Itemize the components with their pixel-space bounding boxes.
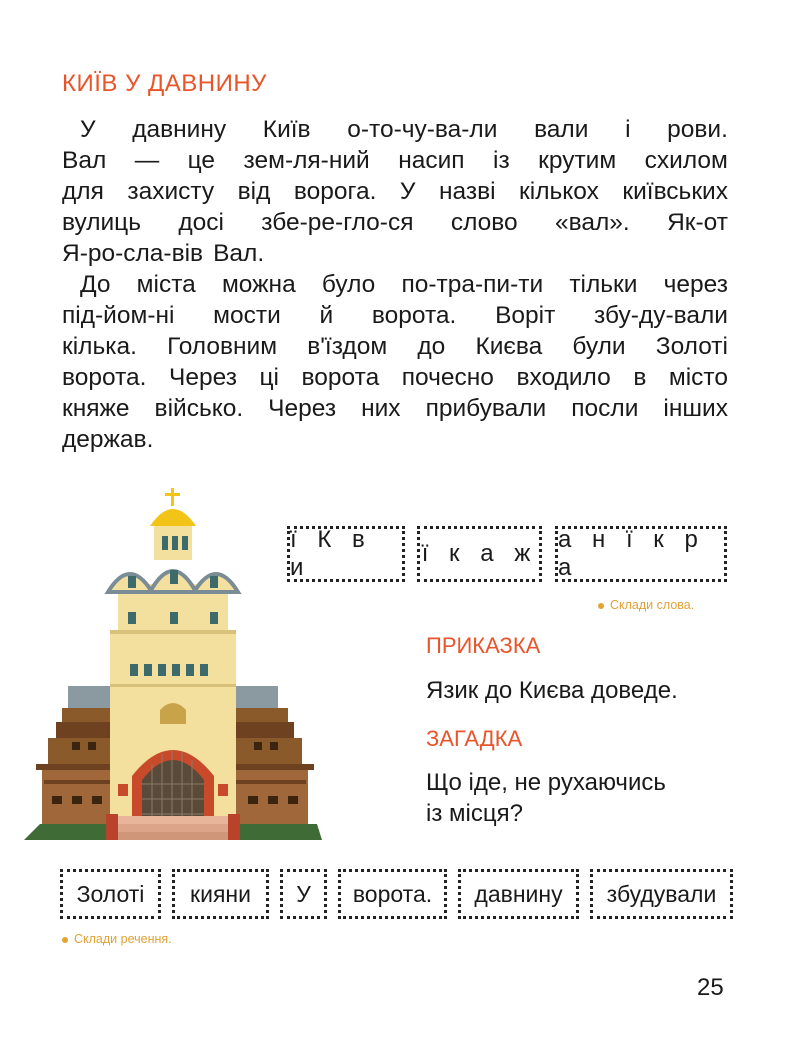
proverb-text: Язик до Києва доведе. bbox=[426, 677, 678, 704]
sentence-word-box-5: давнину bbox=[458, 869, 579, 919]
word: інших bbox=[663, 395, 728, 422]
word: тільки bbox=[569, 271, 638, 298]
word: давнину bbox=[132, 116, 227, 143]
sentence-word-box-4: ворота. bbox=[338, 869, 447, 919]
page-number: 25 bbox=[697, 974, 724, 1001]
text-line bbox=[62, 300, 728, 331]
word: держав. bbox=[62, 426, 154, 453]
word: ворота. bbox=[371, 302, 457, 329]
word: й bbox=[319, 302, 334, 329]
word: в'їздом bbox=[307, 333, 388, 360]
word: До bbox=[80, 271, 111, 298]
word: вулиць bbox=[62, 209, 141, 236]
word: мости bbox=[213, 302, 281, 329]
text-line bbox=[62, 145, 728, 176]
word: під-йом-ні bbox=[62, 302, 175, 329]
word: насип bbox=[398, 147, 465, 174]
text-line bbox=[62, 269, 728, 300]
word: до bbox=[417, 333, 446, 360]
word: — bbox=[134, 147, 160, 174]
word: Через bbox=[268, 395, 337, 422]
text-line bbox=[62, 331, 728, 362]
word: слово bbox=[450, 209, 518, 236]
word: захисту bbox=[127, 178, 215, 205]
word: ворога. bbox=[293, 178, 377, 205]
word: було bbox=[321, 271, 376, 298]
word: кілька. bbox=[62, 333, 137, 360]
word: назві bbox=[438, 178, 496, 205]
word: Я-ро-сла-вів bbox=[62, 240, 204, 267]
sentence-word-box-6: збудували bbox=[590, 869, 733, 919]
word: збу-ду-вали bbox=[594, 302, 728, 329]
word: Через bbox=[169, 364, 237, 391]
word: Києва bbox=[475, 333, 543, 360]
word: для bbox=[62, 178, 104, 205]
word: досі bbox=[178, 209, 224, 236]
proverb-heading: ПРИКАЗКА bbox=[426, 633, 541, 658]
word: посли bbox=[571, 395, 639, 422]
riddle-line-2: із місця? bbox=[426, 800, 523, 827]
text-line bbox=[62, 238, 728, 269]
word: військо. bbox=[154, 395, 244, 422]
section-title: КИЇВ У ДАВНИНУ bbox=[62, 70, 267, 97]
scrambled-word-box-1: ї К в и bbox=[287, 526, 405, 582]
hint-make-sentence-text: Склади речення. bbox=[74, 932, 172, 946]
word: входило bbox=[516, 364, 611, 391]
word: крутим bbox=[538, 147, 617, 174]
word: були bbox=[572, 333, 626, 360]
word: рови. bbox=[667, 116, 728, 143]
word: них bbox=[361, 395, 401, 422]
word: У bbox=[399, 178, 416, 205]
riddle-heading: ЗАГАДКА bbox=[426, 726, 523, 751]
scrambled-word-box-2: ї к а ж bbox=[417, 526, 542, 582]
text-line bbox=[62, 362, 728, 393]
word: можна bbox=[221, 271, 296, 298]
word: княже bbox=[62, 395, 130, 422]
word: кількох bbox=[519, 178, 599, 205]
word: У bbox=[80, 116, 96, 143]
word: прибували bbox=[425, 395, 547, 422]
text-line bbox=[62, 207, 728, 238]
word: Головним bbox=[167, 333, 278, 360]
sentence-word-box-1: Золоті bbox=[60, 869, 161, 919]
word: «вал». bbox=[554, 209, 630, 236]
word: збе-ре-гло-ся bbox=[261, 209, 414, 236]
paragraph-1 bbox=[62, 114, 728, 269]
word: це bbox=[187, 147, 216, 174]
word: Як-от bbox=[667, 209, 728, 236]
word: через bbox=[663, 271, 728, 298]
word: зем-ля-ний bbox=[243, 147, 370, 174]
word: київських bbox=[622, 178, 728, 205]
word: по-тра-пи-ти bbox=[401, 271, 544, 298]
word: ці bbox=[259, 364, 279, 391]
word: Вал. bbox=[213, 240, 265, 267]
word: місто bbox=[668, 364, 728, 391]
bullet-icon bbox=[62, 937, 68, 943]
sentence-word-box-2: кияни bbox=[172, 869, 269, 919]
paragraph-2 bbox=[62, 269, 728, 455]
text-line bbox=[62, 393, 728, 424]
bullet-icon bbox=[598, 603, 604, 609]
word: почесно bbox=[401, 364, 494, 391]
sentence-word-box-3: У bbox=[280, 869, 327, 919]
word: Золоті bbox=[655, 333, 728, 360]
text-line bbox=[62, 424, 728, 455]
hint-make-sentence bbox=[62, 932, 172, 946]
text-line bbox=[62, 176, 728, 207]
scrambled-word-box-3: а н ї к р а bbox=[555, 526, 727, 582]
word: від bbox=[237, 178, 271, 205]
hint-make-words bbox=[598, 598, 694, 612]
word: ворота. bbox=[62, 364, 147, 391]
word: із bbox=[493, 147, 510, 174]
word: міста bbox=[136, 271, 196, 298]
word: Вал bbox=[62, 147, 107, 174]
word: і bbox=[625, 116, 631, 143]
word: в bbox=[633, 364, 647, 391]
golden-gate-illustration bbox=[22, 484, 332, 844]
word: ворота bbox=[301, 364, 380, 391]
text-line bbox=[62, 114, 728, 145]
word: о-то-чу-ва-ли bbox=[347, 116, 498, 143]
word: вали bbox=[534, 116, 589, 143]
riddle-line-1: Що іде, не рухаючись bbox=[426, 769, 666, 796]
word: схилом bbox=[644, 147, 728, 174]
hint-make-words-text: Склади слова. bbox=[610, 598, 695, 612]
word: Воріт bbox=[495, 302, 556, 329]
word: Київ bbox=[262, 116, 311, 143]
